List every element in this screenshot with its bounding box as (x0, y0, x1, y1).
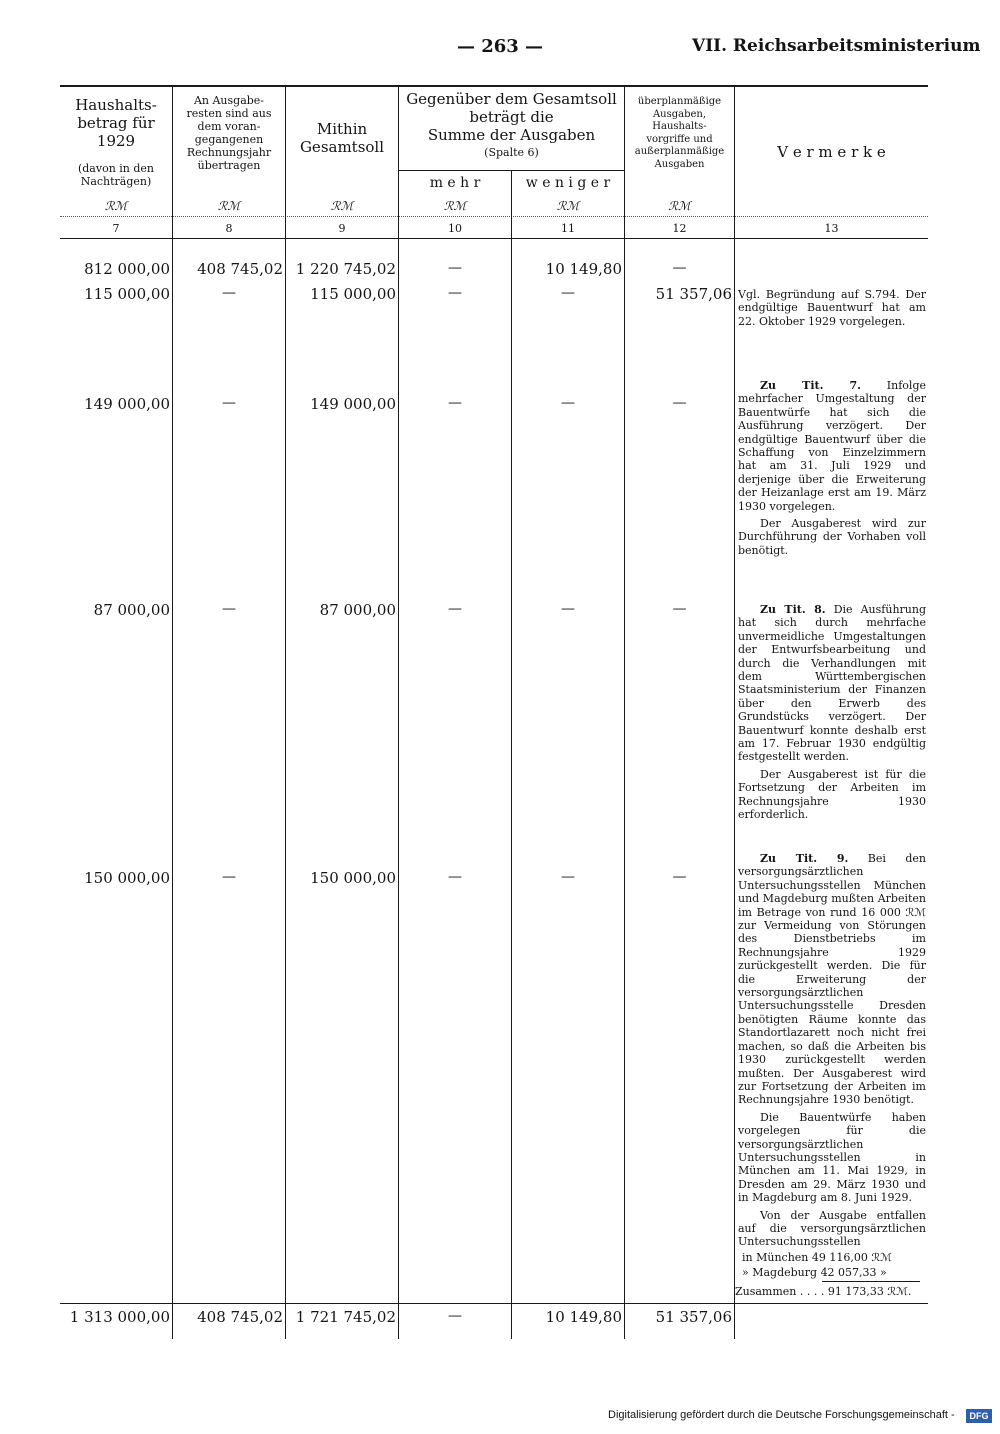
row1-col11: 10 149,80 (545, 260, 622, 278)
header-col11: w e n i g e r (525, 175, 611, 191)
row3-col12: — (672, 395, 687, 411)
col-sep-12-13 (734, 86, 735, 1339)
note-row2-text: Vgl. Begründung auf S.794. Der endgültige Bauentwurf hat am 22. Oktober 1929 vorgelegen. (738, 288, 926, 328)
row2-col11: — (561, 285, 575, 301)
note-tit9-lead: Zu Tit. 9. (760, 852, 849, 865)
note-tit9-text-2: Die Bauentwürfe haben vorgelegen für die versorgungsärztlichen Untersuchungsstellen in München am 11. Mai 1929, in Dresden am 29. März 1930 und in Magdeburg am 8. Juni 1929. (738, 1110, 926, 1205)
row1-col7: 812 000,00 (84, 260, 170, 278)
header-col8: An Ausgabe- resten sind aus dem voran- gegangenen Rechnungsjahr übertragen (186, 94, 272, 172)
colno-7: 7 (112, 222, 120, 235)
row3-col10: — (448, 395, 462, 411)
row3-col7: 149 000,00 (84, 395, 170, 413)
total-col7: 1 313 000,00 (69, 1308, 170, 1326)
note-tit9-text: Bei den versorgungsärztlichen Untersuchungsstellen München und Magdeburg mußten Arbeiten im Betrage von rund 16 000 ℛℳ zur Vermeidung von Störungen des Dienstbetriebs im Rechnungsjahre 1929 zurückgestellt werden. Die für die Erweiterung der versorgungsärztlichen Untersuchungsstelle Dresden benötigten Räume konnte das Standortlazarett noch nicht frei machen, so daß die Arbeiten bis 1930 zurückgestellt werden mußten. Der Ausgaberest wird zur Fortsetzung der Arbeiten im Rechnungsjahre 1930 benötigt. (738, 852, 926, 1107)
row4-col9: 87 000,00 (319, 601, 396, 619)
page-number: — 263 — (456, 36, 544, 57)
total-col11: 10 149,80 (545, 1308, 622, 1326)
unit-col9: ℛℳ (330, 199, 354, 213)
note-tit7-text: Infolge mehrfacher Umgestaltung der Bauentwürfe hat sich die Ausführung verzögert. Der endgültige Bauentwurf über die Schaffung von Einzelzimmern hat am 31. Juli 1929 und derjenige über die Erweiterung der Heizanlage erst am 19. März 1930 vorgelegen. (738, 379, 926, 513)
unit-col11: ℛℳ (556, 199, 580, 213)
unit-col10: ℛℳ (443, 199, 467, 213)
header-col9: Mithin Gesamtsoll (299, 120, 385, 156)
row4-col11: — (561, 601, 575, 617)
row2-col7: 115 000,00 (84, 285, 170, 303)
unit-row-rule (60, 216, 928, 217)
note-tit9-magdeburg: » Magdeburg 42 057,33 » (742, 1266, 887, 1279)
row2-col10: — (448, 285, 462, 301)
unit-col7: ℛℳ (104, 199, 128, 213)
note-tit9-text-3: Von der Ausgabe entfallen auf die versorgungsärztlichen Untersuchungsstellen (738, 1208, 926, 1249)
row3-col11: — (561, 395, 575, 411)
row5-col7: 150 000,00 (84, 869, 170, 887)
unit-col8: ℛℳ (217, 199, 241, 213)
header-col10: m e h r (429, 175, 481, 191)
row4-col8: — (222, 601, 236, 617)
row2-col12: 51 357,06 (655, 285, 732, 303)
row5-col10: — (448, 869, 462, 885)
dfg-logo: DFG (966, 1409, 992, 1423)
header-col7: Haushalts- betrag für 1929 (75, 96, 157, 150)
col-sep-8-9 (285, 86, 286, 1339)
note-tit9 (738, 852, 926, 1253)
colno-10: 10 (448, 222, 462, 235)
row2-col8: — (222, 285, 236, 301)
footer-credit: Digitalisierung gefördert durch die Deutsche Forschungsgemeinschaft - (608, 1409, 955, 1421)
note-tit9-sum-rule (822, 1281, 920, 1282)
row1-col9: 1 220 745,02 (295, 260, 396, 278)
unit-col12: ℛℳ (668, 199, 691, 213)
row4-col10: — (448, 601, 462, 617)
note-tit7-lead: Zu Tit. 7. (760, 379, 862, 392)
header-col12: überplanmäßige Ausgaben, Haushalts- vorgriffe und außerplanmäßige Ausgaben (634, 96, 725, 170)
row5-col8: — (222, 869, 236, 885)
row4-col7: 87 000,00 (93, 601, 170, 619)
note-row2 (738, 288, 926, 332)
colno-13: 13 (824, 222, 839, 235)
header-col10-11: Gegenüber dem Gesamtsoll beträgt die Summe der Ausgaben (406, 90, 617, 144)
row5-col12: — (672, 869, 687, 885)
table-top-rule (60, 85, 928, 87)
colno-9: 9 (338, 222, 346, 235)
total-col12: 51 357,06 (655, 1308, 732, 1326)
note-tit7 (738, 379, 926, 561)
row5-col9: 150 000,00 (310, 869, 396, 887)
header-bottom-rule (60, 238, 928, 239)
total-col8: 408 745,02 (197, 1308, 283, 1326)
header-col10-11-sub: (Spalte 6) (484, 146, 539, 159)
colno-11: 11 (561, 222, 575, 235)
totals-top-rule (60, 1303, 928, 1304)
colno-8: 8 (225, 222, 233, 235)
header-col13: V e r m e r k e (777, 143, 886, 161)
row2-col9: 115 000,00 (310, 285, 396, 303)
col-sep-7-8 (172, 86, 173, 1339)
note-tit9-munich: in München 49 116,00 ℛℳ (742, 1251, 892, 1264)
row1-col10: — (448, 260, 462, 276)
note-tit8-text-2: Der Ausgaberest ist für die Fortsetzung der Arbeiten im Rechnungsjahre 1930 erforderlich. (738, 767, 926, 822)
row5-col11: — (561, 869, 575, 885)
note-tit9-total: Zusammen . . . . 91 173,33 ℛℳ. (735, 1285, 912, 1298)
row4-col12: — (672, 601, 687, 617)
row3-col9: 149 000,00 (310, 395, 396, 413)
note-tit7-text-2: Der Ausgaberest wird zur Durchführung der Vorhaben voll benötigt. (738, 517, 926, 557)
row1-col8: 408 745,02 (197, 260, 283, 278)
total-col9: 1 721 745,02 (295, 1308, 396, 1326)
note-tit8 (738, 603, 926, 826)
note-tit8-lead: Zu Tit. 8. (760, 603, 826, 616)
section-title: VII. Reichsarbeitsministerium (692, 36, 981, 56)
row1-col12: — (672, 260, 687, 276)
total-col10: — (448, 1308, 462, 1324)
col-sep-10-11 (511, 170, 512, 1339)
note-tit8-text: Die Ausführung hat sich durch mehrfache unvermeidliche Umgestaltungen der Entwurfsbearbeitung und durch die Verhandlungen mit dem Württembergischen Staatsministerium der Finanzen über den Erwerb des Grundstücks verzögert. Der Bauentwurf konnte deshalb erst am 17. Februar 1930 endgültig festgestellt werden. (738, 603, 926, 764)
colno-12: 12 (672, 222, 687, 235)
row3-col8: — (222, 395, 236, 411)
header-col7-sub: (davon in den Nachträgen) (77, 162, 155, 188)
